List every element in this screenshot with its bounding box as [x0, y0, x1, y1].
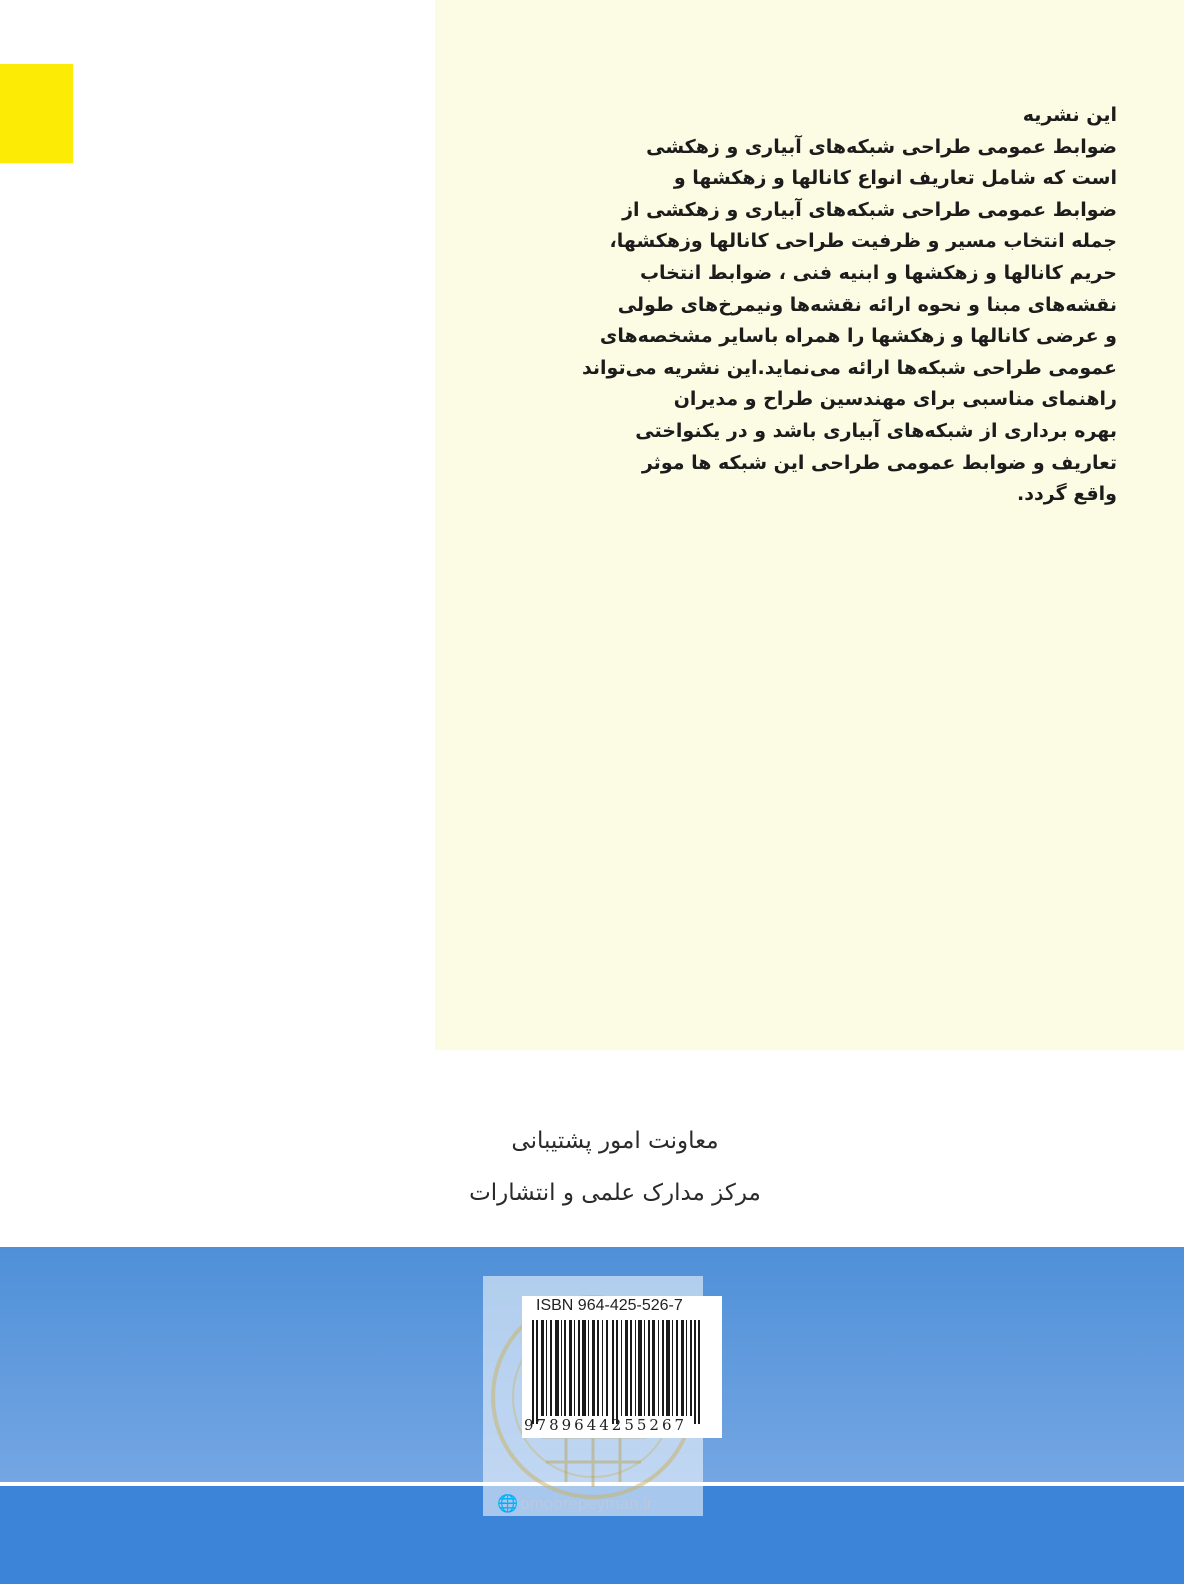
- description-line: ضوابط عمومی طراحی شبکه‌های آبیاری و زهکشی از: [622, 198, 1117, 221]
- description-line: واقع گردد.: [1017, 483, 1117, 506]
- description-line: عمومی طراحی شبکه‌ها ارائه می‌نماید.این نشریه می‌تواند: [581, 356, 1117, 379]
- publisher-department: معاونت امور پشتیبانی: [511, 1128, 719, 1154]
- watermark-site-text: omoorepeyman.ir: [520, 1494, 653, 1513]
- ean-digits: 9789644255267: [524, 1416, 688, 1434]
- isbn-barcode: [522, 1296, 722, 1438]
- description-line: ضوابط عمومی طراحی شبکه‌های آبیاری و زهکشی: [646, 135, 1117, 158]
- publisher-center: مرکز مدارک علمی و انتشارات: [469, 1180, 761, 1206]
- description-line: این نشریه: [1022, 104, 1117, 126]
- watermark-site: [497, 1494, 652, 1514]
- yellow-color-tab: [0, 64, 73, 163]
- description-line: نقشه‌های مبنا و نحوه ارائه نقشه‌ها ونیمرخ‌های طولی: [617, 293, 1117, 316]
- description-block: [555, 100, 1117, 511]
- description-line: است که شامل تعاریف انواع کانالها و زهکشها و: [673, 167, 1117, 190]
- description-line: و عرضی کانالها و زهکشها را همراه باسایر مشخصه‌های: [599, 325, 1117, 348]
- description-line: راهنمای مناسبی برای مهندسین طراح و مدیران: [673, 388, 1117, 411]
- globe-icon: 🌐: [497, 1494, 519, 1513]
- description-line: جمله انتخاب مسیر و ظرفیت طراحی کانالها وزهکشها،: [609, 230, 1117, 253]
- description-line: تعاریف و ضوابط عمومی طراحی این شبکه ها موثر: [641, 451, 1117, 474]
- isbn-label: ISBN 964-425-526-7: [536, 1297, 683, 1314]
- description-line: بهره برداری از شبکه‌های آبیاری باشد و در یکنواختی: [635, 419, 1117, 442]
- description-line: حریم کانالها و زهکشها و ابنیه فنی ، ضوابط انتخاب: [639, 261, 1117, 284]
